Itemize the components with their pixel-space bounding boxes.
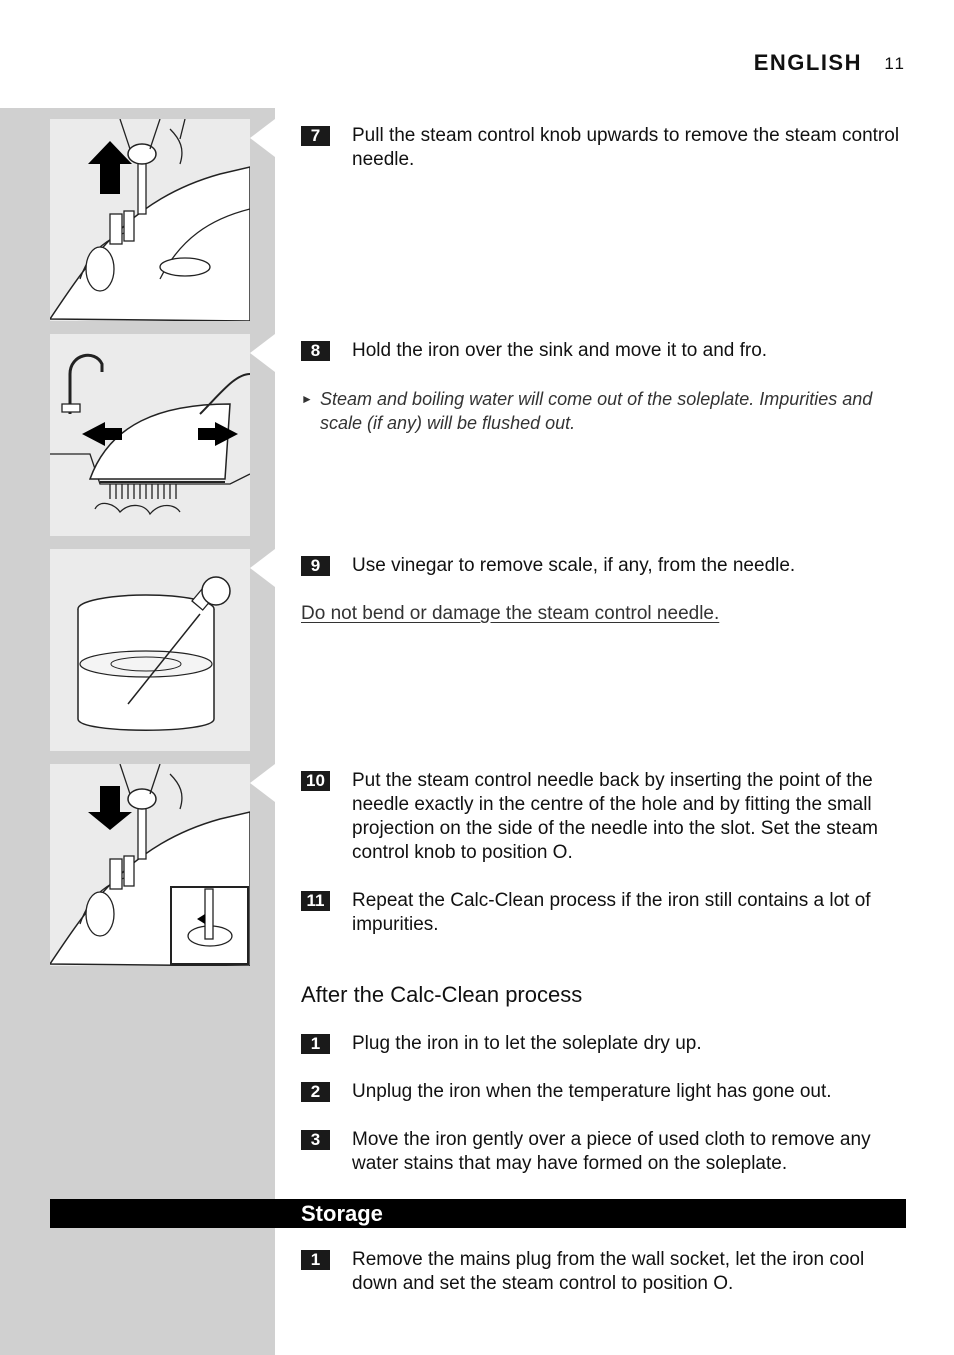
warning-text: Do not bend or damage the steam control needle. <box>301 603 720 624</box>
step-text: Pull the steam control knob upwards to remove the steam control needle. <box>352 125 900 170</box>
page-number: 11 <box>884 54 906 73</box>
note-text: Steam and boiling water will come out of the soleplate. Impurities and scale (if any) will be flushed out. <box>320 389 873 433</box>
step-text: Put the steam control needle back by inserting the point of the needle exactly in the centre of the hole and by fitting the small projection on the side of the needle into the slot. Set the steam control knob to position O. <box>352 770 879 863</box>
step-number: 11 <box>301 891 330 911</box>
step-10 <box>301 769 911 865</box>
after-step-2 <box>301 1080 911 1104</box>
step-number: 8 <box>301 341 330 361</box>
section-heading-storage: Storage <box>301 1201 383 1226</box>
bullet-arrow-icon: ► <box>301 392 313 406</box>
step-text: Unplug the iron when the temperature light has gone out. <box>352 1081 832 1102</box>
step-text: Move the iron gently over a piece of used cloth to remove any water stains that may have formed on the soleplate. <box>352 1129 871 1174</box>
step-number: 9 <box>301 556 330 576</box>
step-number: 2 <box>301 1082 330 1102</box>
step-8 <box>301 339 911 363</box>
step-text: Use vinegar to remove scale, if any, from the needle. <box>352 555 796 576</box>
step-text: Repeat the Calc-Clean process if the iron still contains a lot of impurities. <box>352 890 871 935</box>
step-8-note <box>301 387 911 435</box>
storage-step-1 <box>301 1248 911 1296</box>
step-number: 1 <box>301 1034 330 1054</box>
section-heading-after: After the Calc-Clean process <box>301 982 583 1007</box>
figure-remove-needle <box>50 119 250 321</box>
step-9 <box>301 554 911 578</box>
step-text: Plug the iron in to let the soleplate dry up. <box>352 1033 702 1054</box>
step-11 <box>301 889 911 937</box>
step-number: 10 <box>301 771 330 791</box>
figure-notch <box>250 119 275 157</box>
figure-vinegar-glass <box>50 549 250 751</box>
figure-insert-needle <box>50 764 250 966</box>
step-text: Remove the mains plug from the wall socket, let the iron cool down and set the steam control to position O. <box>352 1249 865 1294</box>
step-text: Hold the iron over the sink and move it to and fro. <box>352 340 768 361</box>
figure-notch <box>250 334 275 372</box>
after-step-3 <box>301 1128 911 1176</box>
section-bar-storage <box>50 1199 906 1228</box>
figure-notch <box>250 549 275 587</box>
step-number: 3 <box>301 1130 330 1150</box>
figure-iron-over-sink <box>50 334 250 536</box>
step-7 <box>301 124 911 172</box>
header-language: ENGLISH <box>753 50 862 75</box>
step-number: 1 <box>301 1250 330 1270</box>
after-step-1 <box>301 1032 911 1056</box>
step-number: 7 <box>301 126 330 146</box>
figure-notch <box>250 764 275 802</box>
